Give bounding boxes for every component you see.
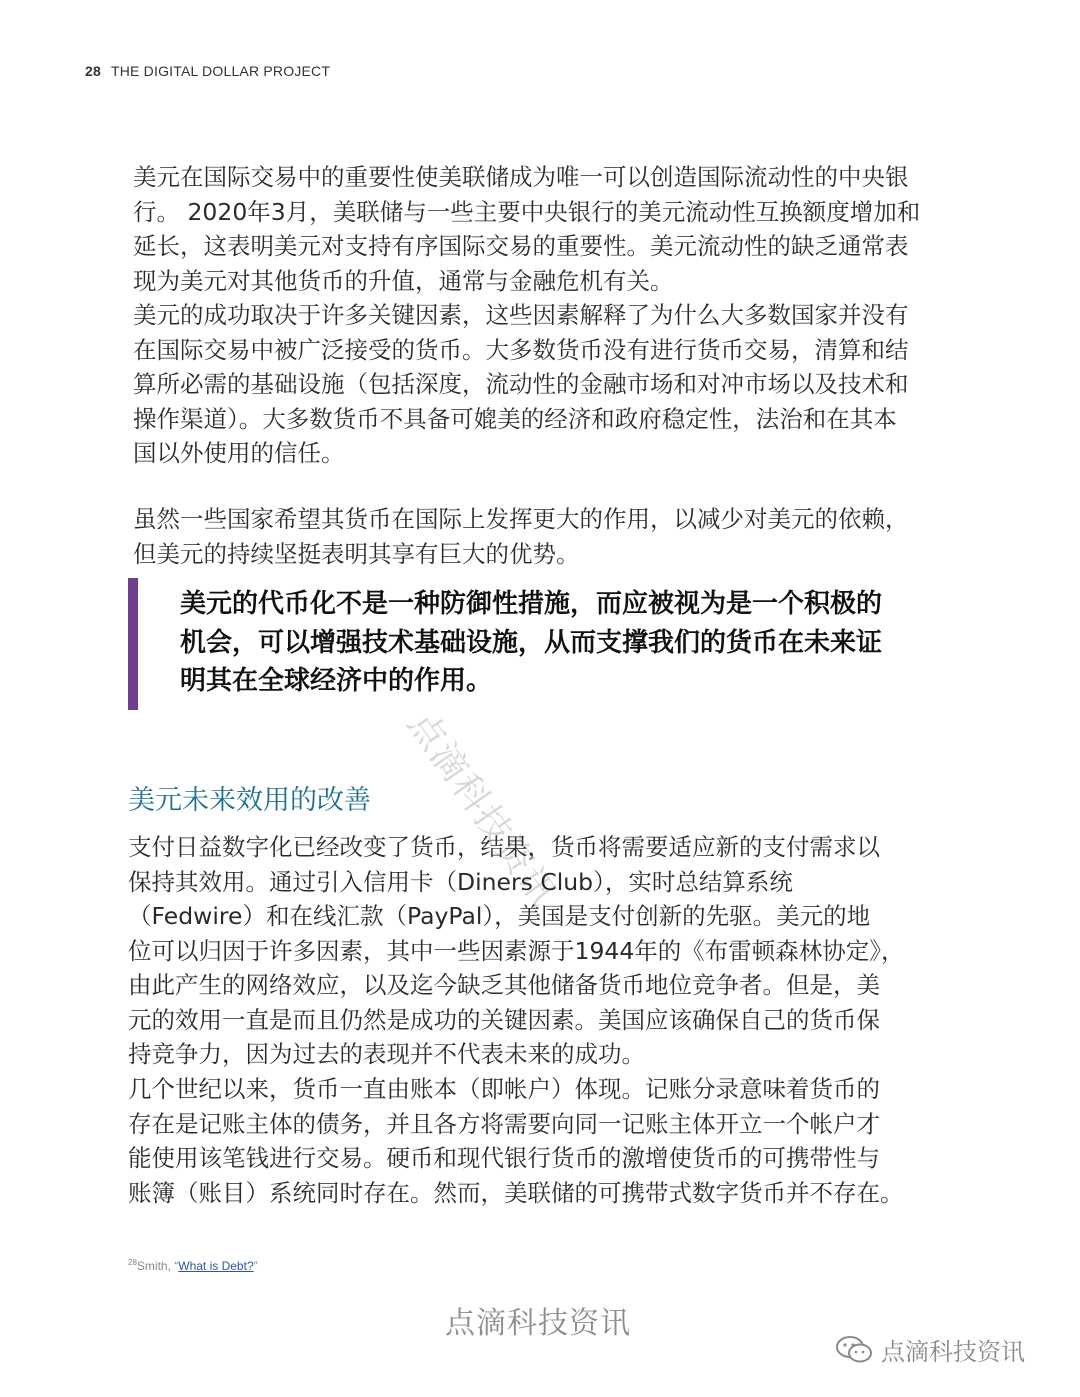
paragraph-1	[133, 160, 920, 298]
bottom-watermark: 点滴科技资讯	[445, 1306, 631, 1341]
section-heading: 美元未来效用的改善	[128, 785, 371, 816]
quote-line: 机会，可以增强技术基础设施，从而支撑我们的货币在未来证	[180, 627, 883, 658]
text-line: 国以外使用的信任。	[133, 439, 345, 467]
footnote-author: Smith, “	[136, 1259, 179, 1273]
text-line: 现为美元对其他货币的升值，通常与金融危机有关。	[133, 266, 674, 295]
text-line: 持竞争力，因为过去的表现并不代表未来的成功。	[128, 1040, 645, 1068]
text-line: 能使用该笔钱进行交易。硬币和现代银行货币的激增使货币的可携带性与	[128, 1144, 880, 1172]
pull-quote	[180, 585, 960, 701]
quote-line: 明其在全球经济中的作用。	[180, 666, 493, 696]
text-line: 延长，这表明美元对支持有序国际交易的重要性。美元流动性的缺乏通常表	[133, 232, 909, 260]
text-line: 保持其效用。通过引入信用卡（Diners Club），实时总结算系统	[128, 867, 793, 896]
quote-line: 美元的代币化不是一种防御性措施，而应被视为是一个积极的	[180, 589, 883, 619]
paragraph-3	[133, 502, 909, 571]
page-header	[85, 63, 330, 79]
footnote-link[interactable]: What is Debt?	[178, 1259, 254, 1273]
footnote	[128, 1258, 258, 1273]
text-line: 位可以归因于许多因素，其中一些因素源于1944年的《布雷顿森林协定》，	[128, 936, 905, 965]
page-number: 28	[85, 63, 101, 79]
text-line: 几个世纪以来，货币一直由账本（即帐户）体现。记账分录意味着货币的	[128, 1075, 880, 1103]
footnote-marker: 28	[128, 1258, 137, 1267]
text-line: 行。 2020年3月，美联储与一些主要中央银行的美元流动性互换额度增加和	[133, 197, 921, 226]
text-line: （Fedwire）和在线汇款（PayPal），美国是支付创新的先驱。美元的地	[128, 902, 871, 930]
document-title: THE DIGITAL DOLLAR PROJECT	[110, 63, 331, 79]
text-line: 美元的成功取决于许多关键因素，这些因素解释了为什么大多数国家并没有	[133, 301, 909, 329]
diagonal-watermark: 点滴科技资讯	[399, 704, 565, 915]
text-line: 在国际交易中被广泛接受的货币。大多数货币没有进行货币交易，清算和结	[133, 335, 909, 364]
text-line: 支付日益数字化已经改变了货币，结果，货币将需要适应新的支付需求以	[128, 833, 880, 861]
paragraph-2	[133, 298, 909, 471]
text-line: 虽然一些国家希望其货币在国际上发挥更大的作用，以减少对美元的依赖，	[133, 505, 909, 533]
wechat-label: 点滴科技资讯	[881, 1338, 1025, 1366]
text-line: 算所必需的基础设施（包括深度，流动性的金融市场和对冲市场以及技术和	[133, 370, 909, 398]
text-line: 美元在国际交易中的重要性使美联储成为唯一可以创造国际流动性的中央银	[133, 163, 909, 191]
paragraph-5	[128, 1072, 904, 1210]
footnote-closing: ”	[253, 1259, 258, 1273]
wechat-watermark	[835, 1332, 1025, 1367]
text-line: 但美元的持续坚挺表明其享有巨大的优势。	[133, 539, 580, 568]
text-line: 存在是记账主体的债务，并且各方将需要向同一记账主体开立一个帐户才	[128, 1109, 880, 1138]
text-line: 由此产生的网络效应，以及迄今缺乏其他储备货币地位竞争者。但是，美	[128, 971, 880, 999]
text-line: 元的效用一直是而且仍然是成功的关键因素。美国应该确保自己的货币保	[128, 1005, 880, 1034]
wechat-icon	[835, 1335, 873, 1365]
paragraph-4	[128, 830, 905, 1072]
text-line: 操作渠道）。大多数货币不具备可媲美的经济和政府稳定性，法治和在其本	[133, 404, 897, 433]
pull-quote-bar	[128, 578, 138, 710]
text-line: 账簿（账目）系统同时存在。然而，美联储的可携带式数字货币并不存在。	[128, 1178, 904, 1207]
